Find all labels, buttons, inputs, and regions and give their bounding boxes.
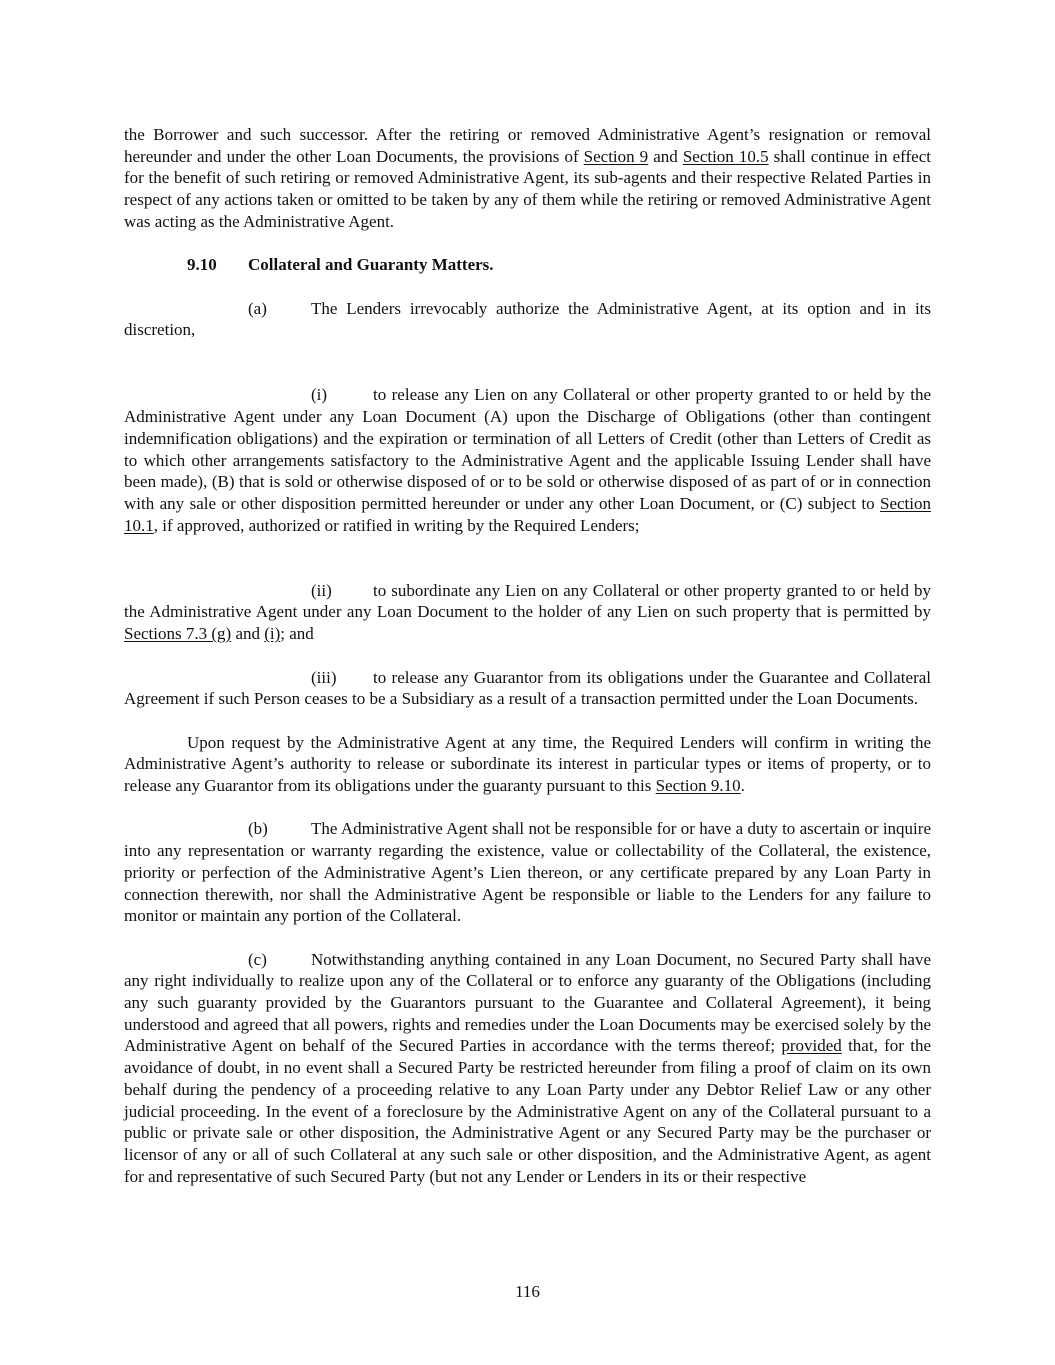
clause-i: (i) to release any Lien on any Collateral or other property granted to or held by the Administrative Agent under any Loan Document (A) upon the Discharge of Obligations (other than contingent indemnification obligations) and the expiration or termination of all Letters of Credit (other than Letters of Credit as to which other arrangements satisfactory to the Administrative Agent and the applicable Issuing Lender shall have been made), (B) that is sold or otherwise disposed of or to be sold or otherwise disposed of as part of or in connection with any sale or other disposition permitted hereunder or under any other Loan Document, or (C) subject to Section 10.1, if approved, authorized or ratified in writing by the Required Lenders;: [124, 385, 931, 535]
clause-iii: (iii) to release any Guarantor from its obligations under the Guarantee and Collateral Agreement if such Person ceases to be a Subsidiary as a result of a transaction permitted under the Loan Documents.: [124, 667, 931, 709]
clause-label: (c): [248, 949, 267, 969]
page-body: [124, 124, 931, 1187]
section-reference: Section 9.10: [655, 776, 741, 795]
clause-label: (iii): [311, 667, 337, 687]
clause-label: (ii): [311, 580, 332, 600]
section-title: Collateral and Guaranty Matters.: [248, 255, 494, 275]
page-number: 116: [515, 1282, 540, 1301]
section-reference: Section 10.5: [682, 146, 769, 166]
section-reference: Section 9: [583, 146, 649, 166]
section-reference: Section 10.1: [124, 493, 931, 535]
carryover-paragraph: the Borrower and such successor. After the retiring or removed Administrative Agent’s resignation or removal hereunder and under the other Loan Documents, the provisions of Section 9 and Section 10.5 shall continue in effect for the benefit of such retiring or removed Administrative Agent, its sub-agents and their respective Related Parties in respect of any actions taken or omitted to be taken by any of them while the retiring or removed Administrative Agent was acting as the Administrative Agent.: [124, 125, 931, 231]
section-reference: (i): [264, 624, 281, 644]
clause-ii: (ii) to subordinate any Lien on any Collateral or other property granted to or held by the Administrative Agent under any Loan Document to the holder of any Lien on such property that is permitted by Sections 7.3 (g) and (i); and: [124, 580, 931, 644]
clause-label: (i): [311, 385, 328, 405]
paragraph-upon-request: Upon request by the Administrative Agent at any time, the Required Lenders will confirm in writing the Administrative Agent’s authority to release or subordinate its interest in particular types or items of property, or to release any Guarantor from its obligations under the guaranty pursuant to this Section 9.10.: [124, 732, 931, 795]
paragraph-a: (a) The Lenders irrevocably authorize the Administrative Agent, at its option and in its discretion,: [124, 298, 931, 340]
paragraph-b: (b) The Administrative Agent shall not be responsible for or have a duty to ascertain or inquire into any representation or warranty regarding the existence, value or collectability of the Collateral, the existence, priority or perfection of the Administrative Agent’s Lien thereon, or any certificate prepared by any Loan Party in connection therewith, nor shall the Administrative Agent be responsible or liable to the Lenders for any failure to monitor or maintain any portion of the Collateral.: [124, 819, 931, 926]
clause-label: (a): [248, 298, 267, 318]
section-number: 9.10: [187, 255, 217, 275]
section-reference: Sections 7.3 (g): [124, 624, 232, 644]
defined-term: provided: [781, 1036, 842, 1056]
section-heading: [187, 254, 931, 276]
clause-label: (b): [248, 819, 268, 839]
paragraph-c: (c) Notwithstanding anything contained in any Loan Document, no Secured Party shall have any right individually to realize upon any of the Collateral or to enforce any guaranty of the Obligations (including any such guaranty provided by the Guarantors pursuant to the Guarantee and Collateral Agreement), it being understood and agreed that all powers, rights and remedies under the Loan Documents may be exercised solely by the Administrative Agent on behalf of the Secured Parties in accordance with the terms thereof; provided that, for the avoidance of doubt, in no event shall a Secured Party be restricted hereunder from filing a proof of claim on its own behalf during the pendency of a proceeding relative to any Loan Party under any Debtor Relief Law or any other judicial proceeding. In the event of a foreclosure by the Administrative Agent on any of the Collateral pursuant to a public or private sale or other disposition, the Administrative Agent or any Secured Party may be the purchaser or licensor of any or all of such Collateral at any such sale or other disposition, and the Administrative Agent, as agent for and representative of such Secured Party (but not any Lender or Lenders in its or their respective: [124, 949, 931, 1186]
